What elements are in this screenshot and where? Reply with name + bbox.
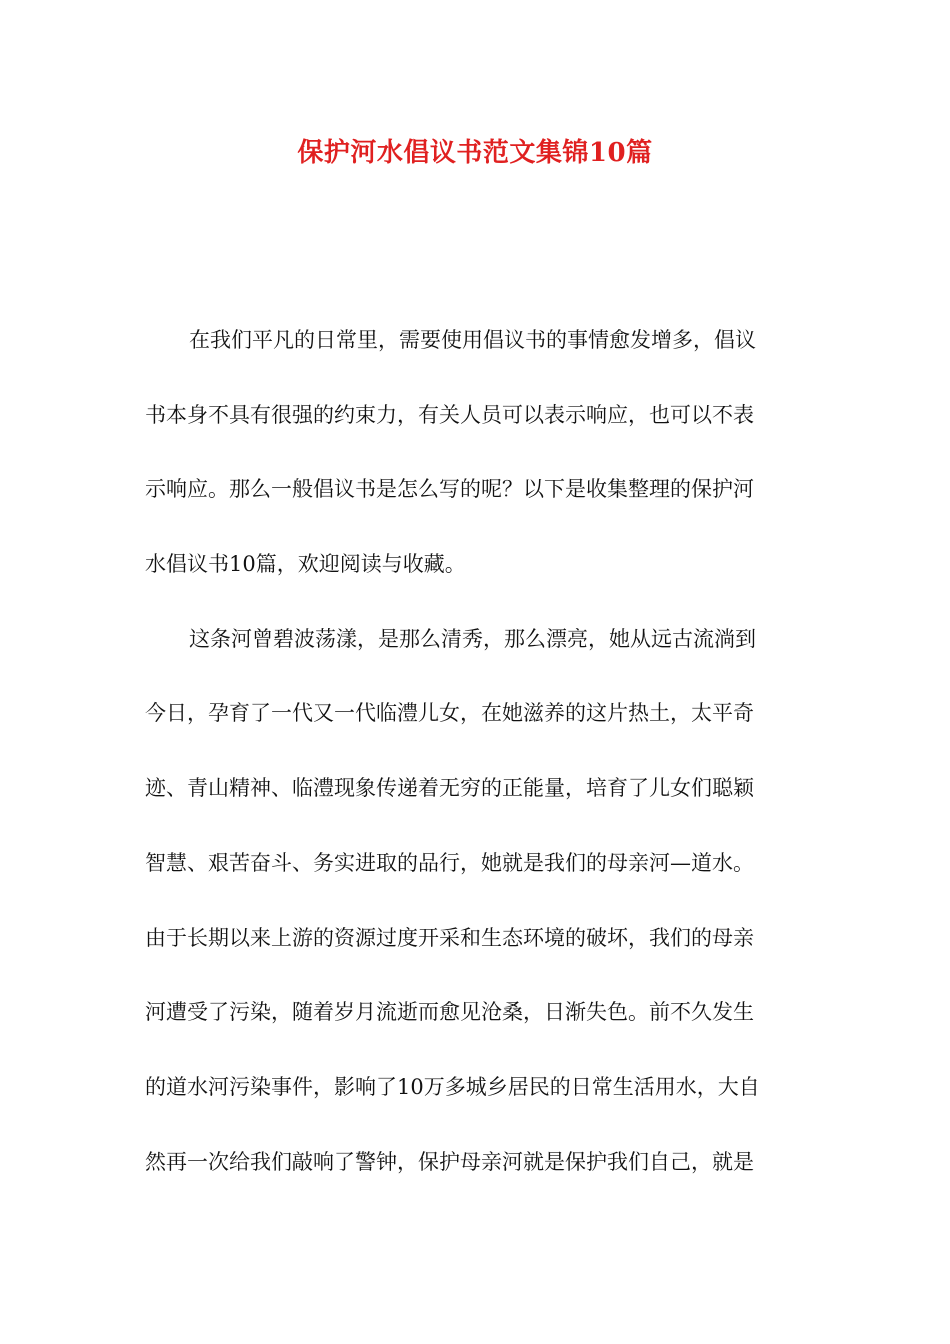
- paragraph-line: 由于长期以来上游的资源过度开采和生态环境的破坏，我们的母亲: [145, 925, 754, 950]
- paragraph-line: 河遭受了污染，随着岁月流逝而愈见沧桑，日渐失色。前不久发生: [145, 1000, 754, 1025]
- paragraph-line: 在我们平凡的日常里，需要使用倡议书的事情愈发增多，倡议: [189, 328, 756, 352]
- paragraph-line: 书本身不具有很强的约束力，有关人员可以表示响应，也可以不表: [145, 402, 754, 427]
- paragraph-line: 然再一次给我们敲响了警钟，保护母亲河就是保护我们自己，就是: [145, 1149, 754, 1174]
- document-title: 保护河水倡议书范文集锦10篇: [297, 138, 653, 168]
- paragraph-line: 今日，孕育了一代又一代临澧儿女，在她滋养的这片热土，太平奇: [145, 701, 754, 726]
- paragraph-line: 示响应。那么一般倡议书是怎么写的呢？以下是收集整理的保护河: [145, 477, 754, 502]
- paragraph-line: 这条河曾碧波荡漾，是那么清秀，那么漂亮，她从远古流淌到: [189, 626, 756, 651]
- paragraph-line: 的道水河污染事件，影响了10万多城乡居民的日常生活用水，大自: [145, 1074, 760, 1099]
- document-body: [145, 318, 810, 1214]
- paragraph-line: 水倡议书10篇，欢迎阅读与收藏。: [145, 552, 466, 577]
- paragraph-line: 智慧、艰苦奋斗、务实进取的品行，她就是我们的母亲河—道水。: [145, 850, 754, 875]
- paragraph-line: 迹、青山精神、临澧现象传递着无穷的正能量，培育了儿女们聪颖: [145, 776, 754, 801]
